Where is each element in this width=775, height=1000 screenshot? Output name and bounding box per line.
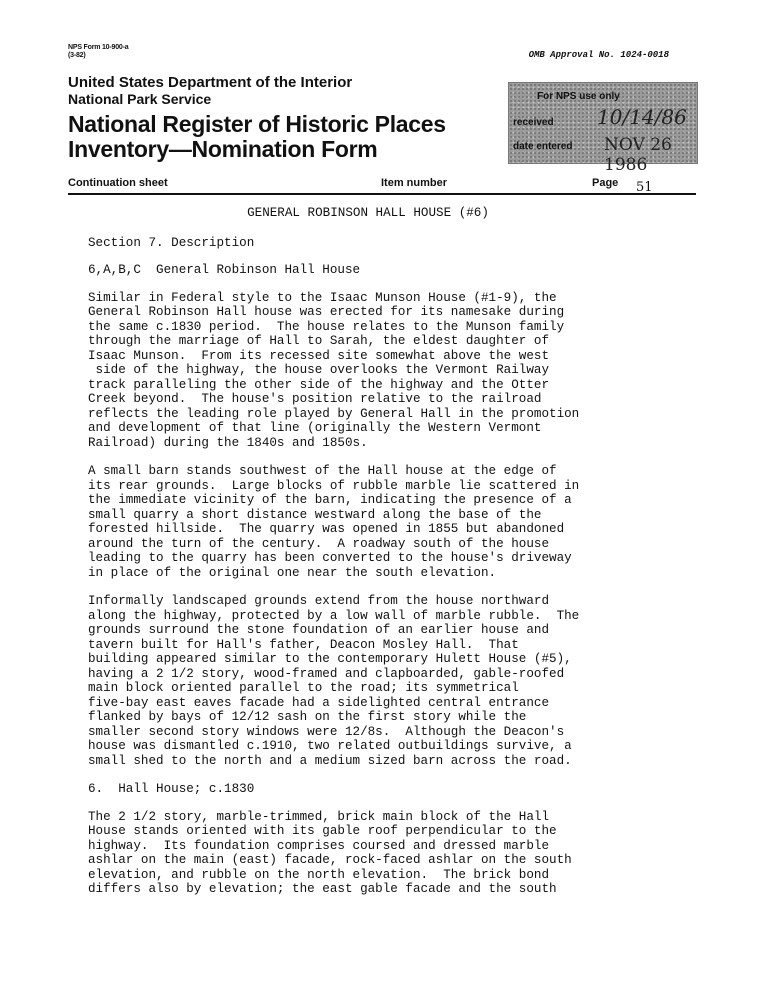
text-line: along the highway, protected by a low wall of marble rubble. The <box>88 608 580 623</box>
form-number: NPS Form 10-900-a <box>68 44 129 51</box>
text-line: tavern built for Hall's father, Deacon Mosley Hall. That <box>88 637 519 652</box>
service-name: National Park Service <box>68 91 212 107</box>
section-title: Section 7. Description <box>88 235 255 250</box>
text-line: A small barn stands southwest of the Hall house at the edge of <box>88 464 557 478</box>
omb-approval: OMB Approval No. 1024-0018 <box>528 50 669 60</box>
paragraph <box>88 291 648 451</box>
text-line: forested hillside. The quarry was opened in 1855 but abandoned <box>88 522 565 536</box>
text-line: Similar in Federal style to the Isaac Munson House (#1-9), the <box>88 290 557 305</box>
text-line: through the marriage of Hall to Sarah, the eldest daughter of <box>88 334 550 348</box>
stamp-nps-use-label: For NPS use only <box>537 91 620 102</box>
text-line: having a 2 1/2 story, wood-framed and clapboarded, gable-roofed <box>88 666 565 681</box>
document-body <box>88 206 648 911</box>
form-title <box>68 112 446 162</box>
text-line: leading to the quarry has been converted to the house's driveway <box>88 551 572 565</box>
continuation-sheet-label: Continuation sheet <box>68 177 168 189</box>
paragraph <box>88 464 648 580</box>
text-line: track paralleling the other side of the highway and the Otter <box>88 377 550 392</box>
text-line: Isaac Munson. From its recessed site somewhat above the west <box>88 348 550 363</box>
document-heading: GENERAL ROBINSON HALL HOUSE (#6) <box>247 206 489 220</box>
text-line: grounds surround the stone foundation of an earlier house and <box>88 623 550 637</box>
text-line: ashlar on the main (east) facade, rock-faced ashlar on the south <box>88 853 572 867</box>
text-line: its rear grounds. Large blocks of rubble marble lie scattered in <box>88 478 580 493</box>
text-line: highway. Its foundation comprises coursed and dressed marble <box>88 838 550 853</box>
text-line: Creek beyond. The house's position relative to the railroad <box>88 392 542 406</box>
nps-use-stamp <box>508 82 698 175</box>
text-line: in place of the original one near the south elevation. <box>88 565 497 580</box>
text-line: the same c.1830 period. The house relates to the Munson family <box>88 319 565 334</box>
form-title-line1: National Register of Historic Places <box>68 111 446 137</box>
text-line: the immediate vicinity of the barn, indicating the presence of a <box>88 493 572 507</box>
text-line: Informally landscaped grounds extend from the house northward <box>88 594 550 608</box>
form-date: (3-82) <box>68 52 86 59</box>
text-line: house was dismantled c.1910, two related outbuildings survive, a <box>88 739 572 753</box>
text-line: elevation, and rubble on the north elevation. The brick bond <box>88 867 550 882</box>
stamp-date-entered-value: NOV 26 1986 <box>604 135 672 175</box>
continuation-bar <box>68 175 696 195</box>
stamp-received-value: 10/14/86 <box>597 105 687 129</box>
text-line: small quarry a short distance westward along the base of the <box>88 507 542 522</box>
text-line: General Robinson Hall house was erected for its namesake during <box>88 305 565 319</box>
form-title-line2: Inventory—Nomination Form <box>68 136 378 162</box>
page-number: 51 <box>636 180 653 195</box>
subheading: 6. Hall House; c.1830 <box>88 782 255 796</box>
paragraph <box>88 810 648 897</box>
text-line: small shed to the north and a medium sized barn across the road. <box>88 753 572 768</box>
form-number-block <box>68 44 128 60</box>
text-line: and development of that line (originally the Western Vermont <box>88 421 542 435</box>
text-line: main block oriented parallel to the road; its symmetrical <box>88 681 519 695</box>
text-line: Railroad) during the 1840s and 1850s. <box>88 435 368 450</box>
text-line: around the turn of the century. A roadway south of the house <box>88 536 550 551</box>
text-line: five-bay east eaves facade had a sidelighted central entrance <box>88 695 550 710</box>
text-line: flanked by bays of 12/12 sash on the first story while the <box>88 710 527 724</box>
text-line: side of the highway, the house overlooks the Vermont Railway <box>88 363 550 377</box>
stamp-date-entered-label: date entered <box>513 141 573 152</box>
text-line: smaller second story windows were 12/8s. Although the Deacon's <box>88 724 565 739</box>
text-line: differs also by elevation; the east gable facade and the south <box>88 882 557 896</box>
stamp-received-label: received <box>513 117 554 128</box>
paragraph <box>88 594 648 768</box>
page-label: Page <box>592 177 619 189</box>
department-name: United States Department of the Interior <box>68 74 353 91</box>
entry-title: 6,A,B,C General Robinson Hall House <box>88 263 361 277</box>
text-line: reflects the leading role played by General Hall in the promotion <box>88 406 580 421</box>
text-line: building appeared similar to the contemporary Hulett House (#5), <box>88 652 572 666</box>
text-line: The 2 1/2 story, marble-trimmed, brick main block of the Hall <box>88 809 550 824</box>
item-number-label: Item number <box>381 177 448 189</box>
text-line: House stands oriented with its gable roof perpendicular to the <box>88 824 557 838</box>
